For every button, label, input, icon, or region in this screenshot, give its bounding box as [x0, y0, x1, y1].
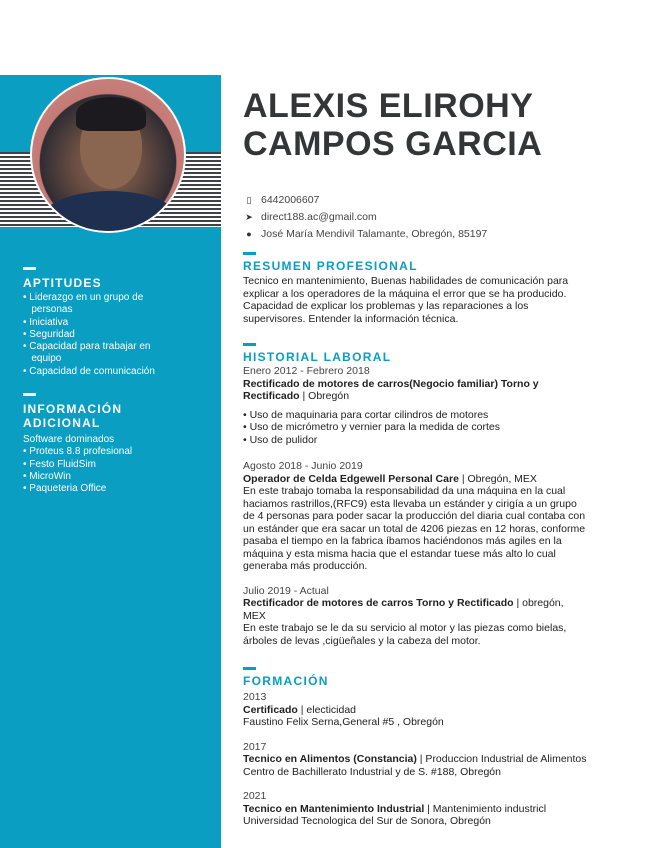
education-entry: [243, 790, 643, 828]
job-location: | obregón,: [513, 597, 564, 609]
job-dates: Agosto 2018 - Junio 2019: [243, 460, 363, 472]
job-description: [243, 485, 643, 573]
sidebar: [0, 75, 221, 848]
name-line-1: ALEXIS ELIROHY: [243, 87, 534, 125]
education-field: | electicidad: [297, 703, 357, 716]
list-item: • Uso de maquinaria para cortar cilindros de motores: [243, 408, 489, 421]
list-item: • Uso de micrómetro y vernier para la medida de cortes: [243, 421, 500, 433]
text-line: supervisores. Entender la información técnica.: [243, 312, 459, 325]
address-text: José María Mendivil Talamante, Obregón, 85197: [261, 228, 488, 240]
skills-list: [23, 292, 155, 378]
additional-info-title-2: ADICIONAL: [23, 416, 101, 430]
list-item: • Seguridad: [23, 328, 75, 340]
text-line: Tecnico en mantenimiento, Buenas habilidades de comunicación para: [243, 275, 569, 287]
section-marker: [243, 252, 256, 255]
education-degree: Tecnico en Mantenimiento Industrial: [243, 802, 425, 815]
phone-text: 6442006607: [261, 194, 320, 206]
section-marker: [243, 667, 256, 670]
education-year: 2021: [243, 790, 267, 802]
contact-phone: [243, 194, 319, 206]
text-line: máquina y esta misma hacia que el estandar tuese más alto lo cual: [243, 547, 556, 560]
list-item: • Paqueteria Office: [23, 483, 107, 495]
section-marker: [23, 393, 36, 396]
additional-info-title-1: INFORMACIÓN: [23, 402, 123, 416]
summary-text: [243, 275, 643, 325]
text-line: explicar a los operadores de la máquina el error que se ha producido.: [243, 287, 567, 300]
summary-title: RESUMEN PROFESIONAL: [243, 259, 418, 273]
text-line: pasaba el tiempo en la fabrica íbamos haciéndonos más agiles en la: [243, 535, 562, 547]
skills-section: [23, 267, 155, 378]
job-location-cont: MEX: [243, 609, 266, 622]
candidate-name: [243, 87, 542, 163]
education-title: FORMACIÓN: [243, 674, 329, 688]
contact-address: [243, 228, 487, 240]
history-title: HISTORIAL LABORAL: [243, 350, 392, 364]
text-line: En este trabajo tomaba la responsabilidad da una máquina en la cual: [243, 485, 566, 497]
send-icon: ➤: [245, 211, 253, 222]
photo-block: [0, 75, 221, 235]
map-pin-icon: ●: [246, 229, 252, 239]
job-entry: [243, 365, 643, 446]
list-item: • MicroWin: [23, 470, 71, 482]
job-dates: Julio 2019 - Actual: [243, 584, 329, 597]
job-location: | Obregón: [299, 390, 350, 402]
education-school: Centro de Bachillerato Industrial y de S. #188, Obregón: [243, 765, 501, 778]
education-degree: Certificado: [243, 703, 298, 716]
history-section: [243, 343, 643, 647]
job-entry: [243, 585, 643, 648]
education-year: 2013: [243, 691, 267, 703]
list-item: • Capacidad para trabajar en: [23, 341, 151, 353]
list-item: • Capacidad de comunicación: [23, 365, 155, 377]
education-school: Faustino Felix Serna,General #5 , Obregón: [243, 716, 444, 728]
job-title-cont: Rectificado: [243, 390, 300, 402]
job-title: Rectificado de motores de carros(Negocio familiar) Torno y: [243, 377, 539, 390]
avatar: [30, 77, 186, 233]
name-line-2: CAMPOS GARCIA: [243, 125, 543, 163]
list-item: • Proteus 8.8 profesional: [23, 446, 133, 458]
summary-section: [243, 252, 643, 325]
list-item: • Uso de pulidor: [243, 433, 318, 446]
job-bullets: [243, 409, 643, 447]
education-entry: [243, 741, 643, 779]
education-field: | Produccion Industrial de Alimentos: [416, 753, 587, 765]
education-entry: [243, 691, 643, 729]
skills-title: APTITUDES: [23, 276, 102, 290]
list-item: personas: [23, 304, 73, 316]
education-school: Universidad Tecnologica del Sur de Sonora, Obregón: [243, 815, 491, 827]
email-text[interactable]: direct188.ac@gmail.com: [261, 211, 377, 223]
text-line: En este trabajo se le da su servicio al motor y las piezas como bielas,: [243, 622, 567, 634]
list-item: • Festo FluidSim: [23, 458, 96, 470]
section-marker: [243, 343, 256, 346]
education-year: 2017: [243, 740, 267, 753]
software-label: Software dominados: [23, 434, 115, 445]
contact-email[interactable]: [243, 211, 377, 223]
section-marker: [23, 267, 36, 270]
text-line: haciamos rastrillos,(RFC9) esta llevaba un estánder y cirigía a un grupo: [243, 497, 577, 510]
job-dates: Enero 2012 - Febrero 2018: [243, 365, 370, 377]
education-section: [243, 667, 643, 828]
phone-icon: ▯: [246, 194, 252, 205]
text-line: de 4 personas para poder sacar la producción del diaria cual contaba con: [243, 510, 586, 522]
additional-info-section: [23, 393, 132, 495]
job-entry: [243, 460, 643, 573]
job-title: Operador de Celda Edgewell Personal Care: [243, 472, 459, 485]
job-title: Rectificador de motores de carros Torno y Rectificado: [243, 597, 514, 609]
text-line: árboles de levas ,cigüeñales y la cabeza del motor.: [243, 634, 481, 647]
list-item: • Iniciativa: [23, 316, 69, 328]
list-item: • Liderazgo en un grupo de: [23, 292, 144, 303]
job-location: | Obregón, MEX: [458, 472, 537, 485]
text-line: generaba más producción.: [243, 560, 368, 572]
text-line: un estánder que era sacar un total de 4206 piezas en 12 horas, conforme: [243, 522, 586, 535]
job-description: [243, 622, 643, 647]
text-line: Capacidad de explicar los problemas y las reparaciones a los: [243, 300, 529, 312]
list-item: equipo: [23, 353, 62, 365]
education-field: | Mantenimiento industricl: [424, 802, 547, 815]
software-list: [23, 446, 132, 495]
education-degree: Tecnico en Alimentos (Constancia): [243, 753, 417, 765]
